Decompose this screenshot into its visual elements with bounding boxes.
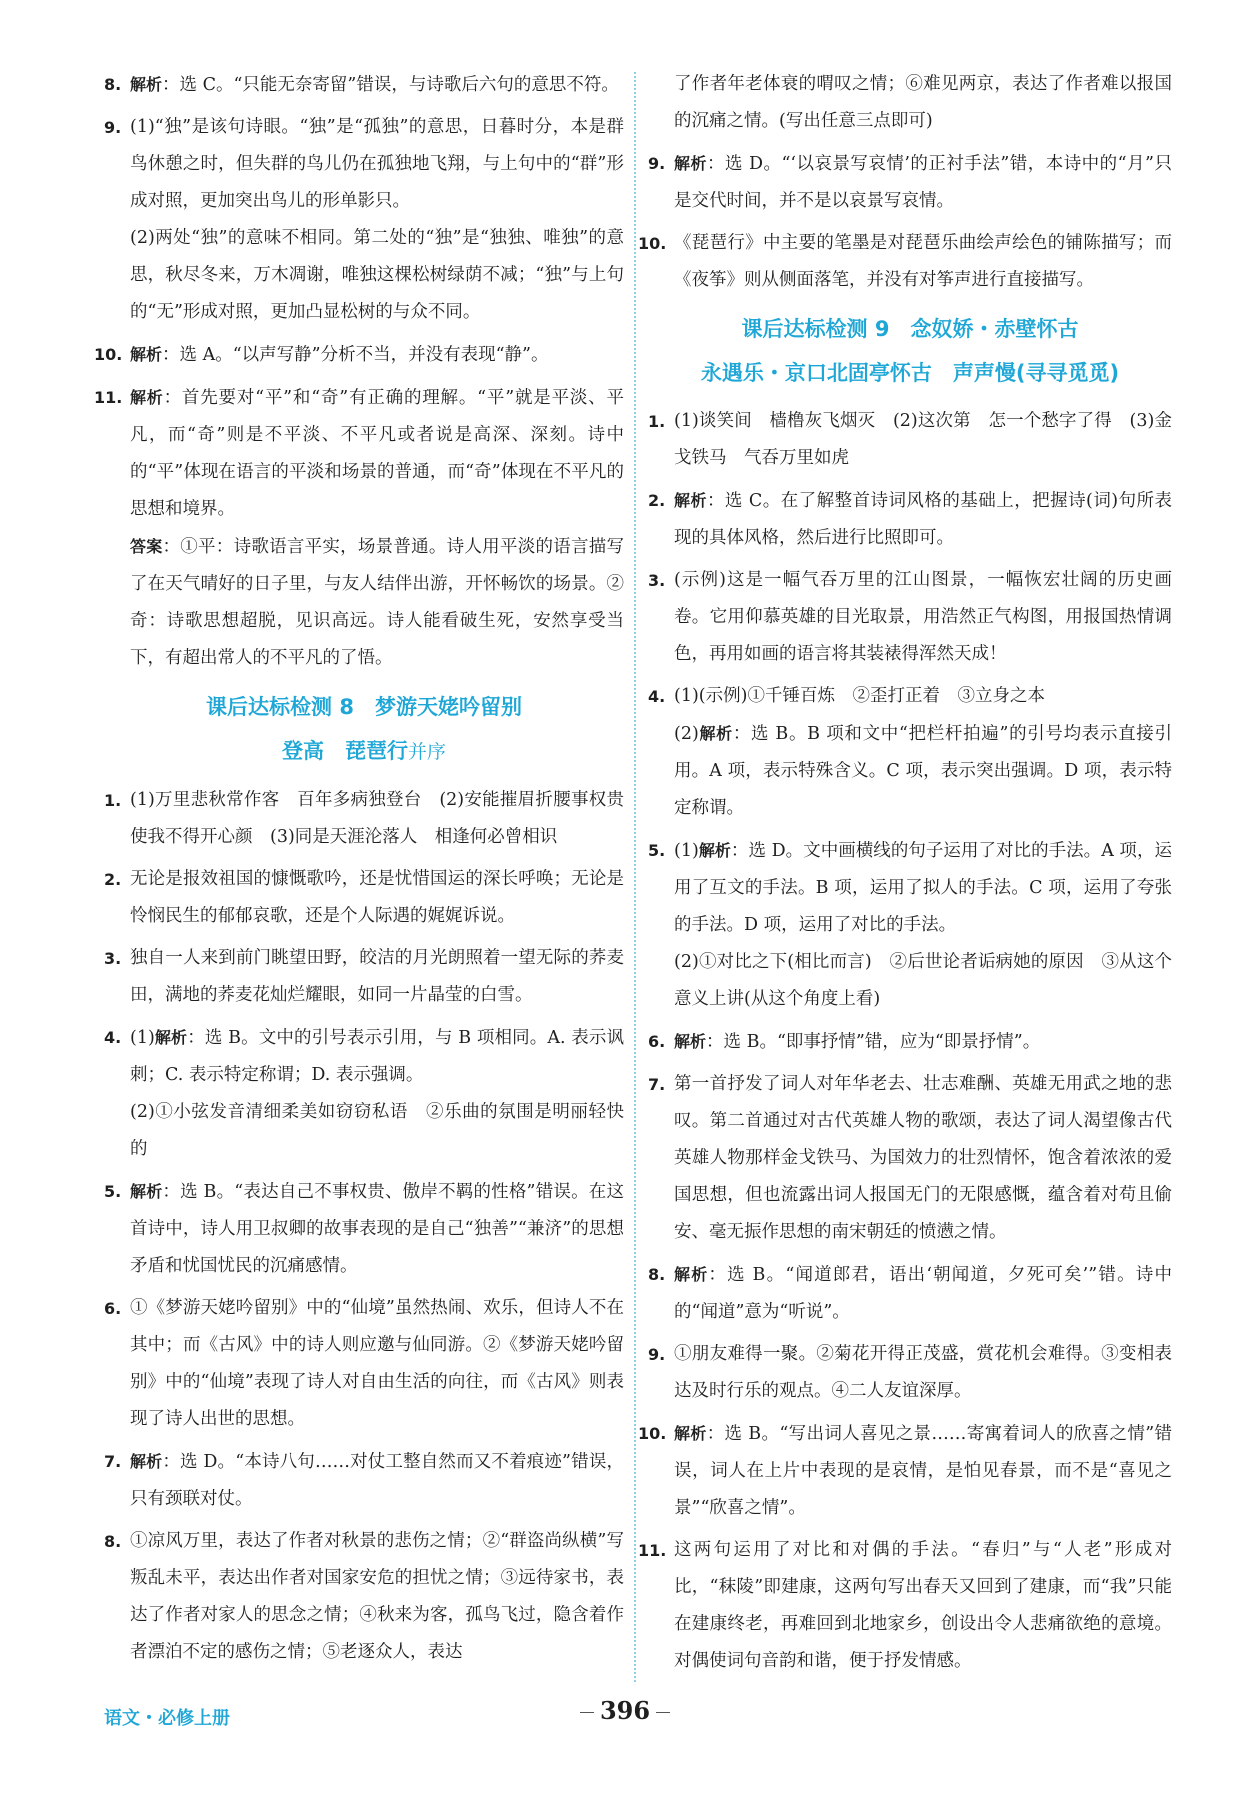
item-text: (1)“独”是该句诗眼。“独”是“孤独”的意思，日暮时分，本是群鸟休憩之时，但失群的鸟儿仍在孤独地飞翔，与上句中的“群”形成对照，更加突出鸟儿的形单影只。 bbox=[130, 117, 624, 211]
item-text: (2) bbox=[674, 724, 699, 744]
item-number: 4. bbox=[104, 1028, 122, 1047]
answer-item bbox=[104, 861, 624, 935]
keyword-label: 解析 bbox=[130, 345, 163, 364]
section-title-line: 课后达标检测 9 念奴娇・赤壁怀古 bbox=[741, 317, 1079, 341]
item-number: 2. bbox=[104, 870, 122, 889]
item-number: 10. bbox=[638, 234, 667, 253]
answer-item bbox=[648, 1336, 1172, 1410]
keyword-label: 解析 bbox=[130, 388, 164, 407]
item-text: (1) bbox=[130, 1028, 155, 1048]
footer-book-title: 语文・必修上册 bbox=[104, 1708, 230, 1729]
keyword-label: 解析 bbox=[130, 75, 163, 94]
item-number: 1. bbox=[648, 412, 666, 431]
answer-item bbox=[638, 1415, 1172, 1527]
page-number-text: 396 bbox=[599, 1696, 651, 1725]
keyword-label: 解析 bbox=[674, 1032, 707, 1051]
item-text: ：①平：诗歌语言平实，场景普通。诗人用平淡的语言描写了在天气晴好的日子里，与友人结伴出游，开怀畅饮的场景。②奇：诗歌思想超脱，见识高远。诗人能看破生死，安然享受当下，有超出常人的不平凡的了悟。 bbox=[130, 537, 624, 668]
item-number: 9. bbox=[648, 154, 666, 173]
item-number: 3. bbox=[648, 571, 666, 590]
section-title bbox=[648, 307, 1172, 395]
item-number: 5. bbox=[648, 841, 666, 860]
item-number: 5. bbox=[104, 1182, 122, 1201]
item-text: (1)谈笑间 樯橹灰飞烟灭 (2)这次第 怎一个愁字了得 (3)金戈铁马 气吞万里如虎 bbox=[674, 411, 1172, 468]
answer-item bbox=[648, 145, 1172, 220]
answer-item bbox=[638, 1532, 1172, 1680]
answer-item bbox=[104, 1443, 624, 1518]
answer-item bbox=[104, 66, 624, 104]
item-text: 《琵琶行》中主要的笔墨是对琵琶乐曲绘声绘色的铺陈描写；而《夜筝》则从侧面落笔，并没有对筝声进行直接描写。 bbox=[674, 233, 1172, 290]
answer-item bbox=[94, 379, 624, 677]
answer-item bbox=[648, 832, 1172, 1018]
item-number: 1. bbox=[104, 791, 122, 810]
section-title bbox=[104, 685, 624, 774]
item-text: ：选 C。在了解整首诗词风格的基础上，把握诗(词)句所表现的具体风格，然后进行比照即可。 bbox=[674, 491, 1172, 548]
answer-item bbox=[648, 482, 1172, 557]
item-text: (1)万里悲秋常作客 百年多病独登台 (2)安能摧眉折腰事权贵 使我不得开心颜 (3)同是天涯沦落人 相逢何必曾相识 bbox=[130, 790, 642, 847]
item-number: 11. bbox=[94, 388, 123, 407]
item-text: (1) bbox=[674, 841, 699, 861]
page-number bbox=[570, 1696, 680, 1725]
keyword-label: 解析 bbox=[154, 1028, 188, 1047]
item-number: 7. bbox=[104, 1452, 122, 1471]
item-number: 8. bbox=[648, 1265, 666, 1284]
item-number: 6. bbox=[648, 1032, 666, 1051]
answer-item bbox=[638, 225, 1172, 299]
item-text: ：选 C。“只能无奈寄留”错误，与诗歌后六句的意思不符。 bbox=[162, 75, 619, 95]
item-number: 6. bbox=[104, 1299, 122, 1318]
item-text: ：选 B。“即事抒情”错，应为“即景抒情”。 bbox=[706, 1032, 1041, 1052]
answer-item bbox=[648, 1066, 1172, 1251]
item-text: (2)①对比之下(相比而言) ②后世论者诟病她的原因 ③从这个意义上讲(从这个角度上看) bbox=[674, 952, 1172, 1009]
keyword-label: 解析 bbox=[130, 1452, 163, 1471]
item-text: ：选 D。文中画横线的句子运用了对比的手法。A 项，运用了互文的手法。B 项，运用了拟人的手法。C 项，运用了夸张的手法。D 项，运用了对比的手法。 bbox=[674, 841, 1172, 935]
item-number: 8. bbox=[104, 1532, 122, 1551]
keyword-label: 解析 bbox=[674, 1424, 707, 1443]
keyword-label: 解析 bbox=[698, 724, 733, 743]
continued-text bbox=[648, 66, 1172, 140]
answer-item bbox=[648, 562, 1172, 673]
item-number: 9. bbox=[104, 118, 122, 137]
column-divider bbox=[634, 72, 636, 1682]
item-text: 无论是报效祖国的慷慨歌吟，还是忧惜国运的深长呼唤；无论是怜悯民生的郁郁哀歌，还是个人际遇的娓娓诉说。 bbox=[130, 869, 624, 926]
answer-item bbox=[104, 1019, 624, 1168]
keyword-label: 解析 bbox=[674, 491, 707, 510]
item-number: 4. bbox=[648, 687, 666, 706]
answer-item bbox=[648, 1023, 1172, 1061]
item-text: ①《梦游天姥吟留别》中的“仙境”虽然热闹、欢乐，但诗人不在其中；而《古风》中的诗人则应邀与仙同游。②《梦游天姥吟留别》中的“仙境”表现了诗人对自由生活的向往，而《古风》则表现了诗人出世的思想。 bbox=[130, 1298, 624, 1429]
item-text: ：首先要对“平”和“奇”有正确的理解。“平”就是平淡、平凡，而“奇”则是不平淡、不平凡或者说是高深、深刻。诗中的“平”体现在语言的平淡和场景的普通，而“奇”体现在不平凡的思想和境界。 bbox=[130, 388, 624, 519]
answer-item bbox=[104, 1173, 624, 1285]
item-number: 3. bbox=[104, 949, 122, 968]
answer-item bbox=[104, 940, 624, 1014]
answer-item bbox=[648, 403, 1172, 477]
item-text: ：选 A。“以声写静”分析不当，并没有表现“静”。 bbox=[162, 345, 549, 365]
item-text: 独自一人来到前门眺望田野，皎洁的月光朗照着一望无际的荞麦田，满地的荞麦花灿烂耀眼，如同一片晶莹的白雪。 bbox=[130, 948, 624, 1005]
item-number: 2. bbox=[648, 491, 666, 510]
item-number: 9. bbox=[648, 1345, 666, 1364]
item-text: 第一首抒发了词人对年华老去、壮志难酬、英雄无用武之地的悲叹。第二首通过对古代英雄人物的歌颂，表达了词人渴望像古代英雄人物那样金戈铁马、为国效力的壮烈情怀，饱含着浓浓的爱国思想，但也流露出词人报国无门的无限感慨，蕴含着对苟且偷安、毫无振作思想的南宋朝廷的愤懑之情。 bbox=[674, 1074, 1172, 1242]
item-text: 这两句运用了对比和对偶的手法。“春归”与“人老”形成对比，“秣陵”即建康，这两句写出春天又回到了建康，而“我”只能在建康终老，再难回到北地家乡，创设出令人悲痛欲绝的意境。对偶使词句音韵和谐，便于抒发情感。 bbox=[674, 1540, 1172, 1671]
right-column bbox=[638, 66, 1172, 1685]
item-number: 10. bbox=[94, 345, 123, 364]
answer-item bbox=[94, 336, 624, 374]
section-title-line: 永遇乐・京口北固亭怀古 声声慢(寻寻觅觅) bbox=[700, 361, 1120, 385]
item-text: ：选 B。B 项和文中“把栏杆拍遍”的引号均表示直接引用。A 项，表示特殊含义。C 项，表示突出强调。D 项，表示特定称谓。 bbox=[674, 724, 1172, 818]
item-text: ：选 B。“写出词人喜见之景……寄寓着词人的欣喜之情”错误，词人在上片中表现的是哀情，是怕见春景，而不是“喜见之景”“欣喜之情”。 bbox=[674, 1424, 1172, 1518]
section-title-suffix: 并序 bbox=[407, 741, 446, 763]
item-number: 11. bbox=[638, 1541, 667, 1560]
item-text: ：选 D。“‘以哀景写哀情’的正衬手法”错，本诗中的“月”只是交代时间，并不是以哀景写哀情。 bbox=[674, 154, 1172, 211]
item-number: 8. bbox=[104, 75, 122, 94]
answer-item bbox=[104, 109, 624, 331]
item-text: ：选 D。“本诗八句……对仗工整自然而又不着痕迹”错误，只有颈联对仗。 bbox=[130, 1452, 624, 1509]
answer-item bbox=[648, 678, 1172, 827]
item-text: (1)(示例)①千锤百炼 ②歪打正着 ③立身之本 bbox=[674, 686, 1045, 706]
answer-item bbox=[648, 1256, 1172, 1331]
section-title-line: 登高 琵琶行 bbox=[281, 739, 408, 763]
item-text: ：选 B。文中的引号表示引用，与 B 项相同。A. 表示讽刺；C. 表示特定称谓；D. 表示强调。 bbox=[130, 1028, 624, 1085]
keyword-label: 解析 bbox=[130, 1182, 163, 1201]
item-text: ①凉风万里，表达了作者对秋景的悲伤之情；②“群盗尚纵横”写叛乱未平，表达出作者对国家安危的担忧之情；③远待家书，表达了作者对家人的思念之情；④秋来为客，孤鸟飞过，隐含着作者漂泊不定的感伤之情；⑤老逐众人，表达 bbox=[130, 1531, 624, 1662]
item-text: ：选 B。“闻道郎君，语出‘朝闻道，夕死可矣’”错。诗中的“闻道”意为“听说”。 bbox=[674, 1265, 1172, 1322]
item-number: 7. bbox=[648, 1075, 666, 1094]
left-column bbox=[94, 66, 642, 1676]
answer-item bbox=[104, 782, 642, 856]
keyword-label: 解析 bbox=[674, 154, 707, 173]
answer-item bbox=[104, 1290, 624, 1438]
section-title-line: 课后达标检测 8 梦游天姥吟留别 bbox=[206, 695, 522, 719]
answer-item bbox=[104, 1523, 624, 1671]
item-number: 10. bbox=[638, 1424, 667, 1443]
item-text: 了作者年老体衰的喟叹之情；⑥难见两京，表达了作者难以报国的沉痛之情。(写出任意三点即可) bbox=[674, 74, 1172, 131]
item-text: (2)两处“独”的意味不相同。第二处的“独”是“独独、唯独”的意思，秋尽冬来，万木凋谢，唯独这棵松树绿荫不减；“独”与上句的“无”形成对照，更加凸显松树的与众不同。 bbox=[130, 228, 624, 322]
answer-label: 答案 bbox=[130, 537, 163, 556]
item-text: ①朋友难得一聚。②菊花开得正茂盛，赏花机会难得。③变相表达及时行乐的观点。④二人友谊深厚。 bbox=[674, 1344, 1172, 1401]
keyword-label: 解析 bbox=[674, 1265, 709, 1284]
item-text: (示例)这是一幅气吞万里的江山图景，一幅恢宏壮阔的历史画卷。它用仰慕英雄的目光取景，用浩然正气构图，用报国热情调色，再用如画的语言将其装裱得浑然天成！ bbox=[674, 570, 1172, 664]
item-text: ：选 B。“表达自己不事权贵、傲岸不羁的性格”错误。在这首诗中，诗人用卫叔卿的故事表现的是自己“独善”“兼济”的思想矛盾和忧国忧民的沉痛感情。 bbox=[130, 1182, 624, 1276]
item-text: (2)①小弦发音清细柔美如窃窃私语 ②乐曲的氛围是明丽轻快的 bbox=[130, 1102, 624, 1159]
keyword-label: 解析 bbox=[698, 841, 731, 860]
